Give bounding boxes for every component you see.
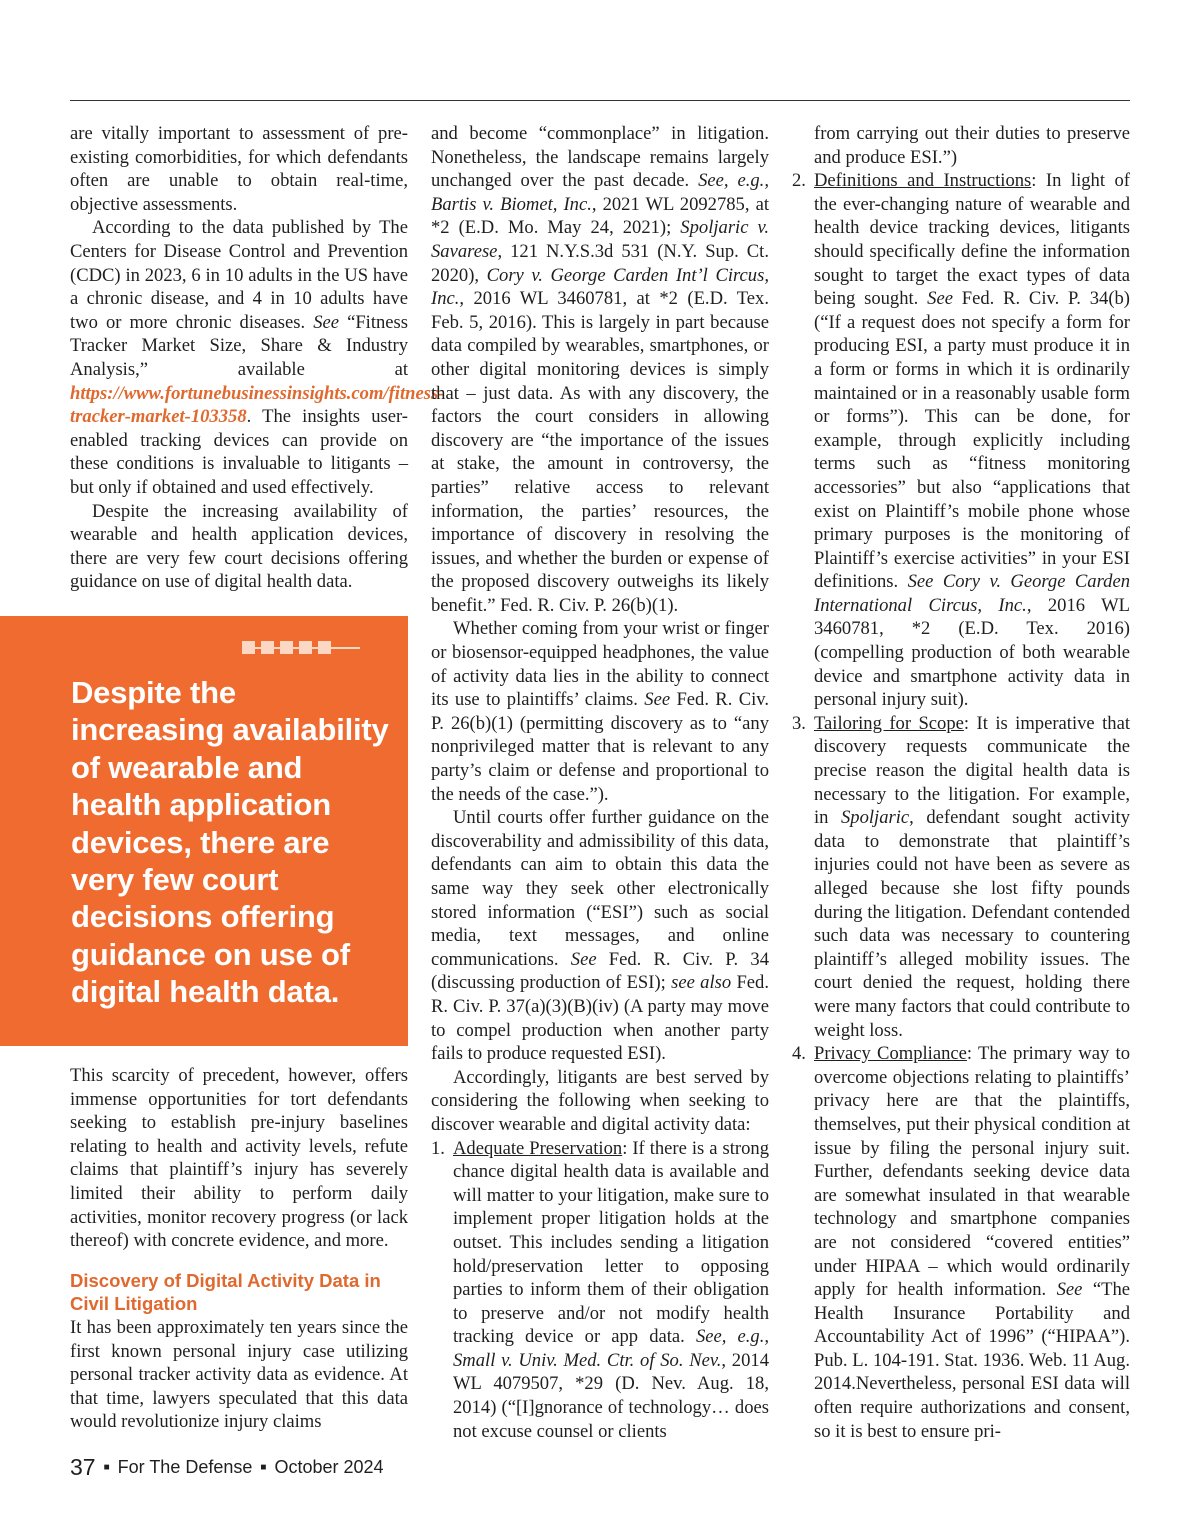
list-item: 2. Definitions and Instructions: In light of the ever-changing nature of wearable and health device tracking devices, litigants should specifically define the information sought to target the exact types of data being sought. See Fed. R. Civ. P. 34(b) (“If a request does not specify a form for producing ESI, a party must produce it in a form or forms in which it is ordinarily maintained or in a reasonably usable form or forms”). This can be done, for example, through explicitly including terms such as “fitness monitoring accessories” but also “applications that exist on Plaintiff’s mobile phone whose primary purposes is the monitoring of Plaintiff’s exercise activities” in your ESI definitions. See Cory v. George Carden International Circus, Inc., 2016 WL 3460781, *2 (E.D. Tex. 2016) (compelling production of both wearable device and smartphone activity data in personal injury suit). — [792, 170, 1130, 711]
section-heading: Discovery of Digital Activity Data in Civil Litigation — [70, 1269, 381, 1315]
list-item: 3. Tailoring for Scope: It is imperative that discovery requests communicate the precise reason the digital health data is necessary to the litigation. For example, in Spoljaric, defendant sought activity data to demonstrate that plaintiff’s injuries could not have been as severe as alleged because she lost fifty pounds during the litigation. Defendant contended such data was necessary to countering plaintiff’s alleged mobility issues. The court denied the request, holding there were many factors that could contribute to weight loss. — [792, 712, 1130, 1041]
header-rule — [70, 100, 1130, 101]
paragraph: and become “commonplace” in litigation. Nonetheless, the landscape remains largely unchanged over the past decade. See, e.g., Bartis v. Biomet, Inc., 2021 WL 2092785, at *2 (E.D. Mo. May 24, 2021); Spoljaric v. Savarese, 121 N.Y.S.3d 531 (N.Y. Sup. Ct. 2020), Cory v. George Carden Int’l Circus, Inc., 2016 WL 3460781, at *2 (E.D. Tex. Feb. 5, 2016). This is largely in part because data compiled by wearables, smartphones, or other digital monitoring devices is simply that – just data. As with any discovery, the factors the court considers in allowing discovery are “the importance of the issues at stake, the amount in controversy, the parties” relative access to relevant information, the parties’ resources, the importance of discovery in resolving the issues, and whether the burden or expense of the proposed discovery outweighs its likely benefit.” Fed. R. Civ. P. 26(b)(1). — [431, 123, 770, 616]
fortune-insights-link[interactable]: https://www.fortunebusinessinsights.com/fitness-tracker-market-103358 — [70, 382, 445, 428]
list-item: 1. Adequate Preservation: If there is a strong chance digital health data is available and will matter to your litigation, make sure to implement proper litigation holds at the outset. This includes sending a litigation hold/preservation letter to opposing parties to inform them of their obligation to preserve and/or not modify health tracking device or app data. See, e.g., Small v. Univ. Med. Ctr. of So. Nev., 2014 WL 4079507, *29 (D. Nev. Aug. 18, 2014) (“[I]gnorance of technology… does not excuse counsel or clients — [431, 1137, 769, 1442]
paragraph: are vitally important to assessment of pre-existing comorbidities, for which defendants often are unable to obtain real-time, objective assessments. — [70, 123, 408, 215]
pull-quote-text: Despite the increasing availability of wearable and health application devices, there are very few court decisions offering guidance on use of digital health data. — [71, 675, 389, 1010]
page-footer — [70, 1454, 384, 1481]
list-item-continued: from carrying out their duties to preserve and produce ESI.”) — [814, 123, 1130, 168]
considerations-list — [431, 1137, 769, 1444]
column-1-bottom — [70, 1064, 408, 1434]
column-3 — [792, 122, 1130, 1443]
list-item: 4. Privacy Compliance: The primary way to overcome objections relating to plaintiffs’ privacy here are that the plaintiffs, themselves, put their physical condition at issue by filing the personal injury suit. Further, defendants seeking device data are somewhat insulated in that wearable technology and smartphone companies are not considered “covered entities” under HIPAA – which would ordinarily apply for health information. See “The Health Insurance Portability and Accountability Act of 1996” (“HIPAA”). Pub. L. 104-191. Stat. 1936. Web. 11 Aug. 2014.Nevertheless, personal ESI data will often require authorizations and consent, so it is best to ensure pri- — [792, 1043, 1130, 1442]
paragraph: It has been approximately ten years since the first known personal injury case utilizing personal tracker activity data as evidence. At that time, lawyers speculated that this data would revolutionize injury claims — [70, 1316, 408, 1433]
separator-icon: ■ — [260, 1462, 267, 1473]
pull-quote-box — [0, 616, 408, 1046]
decorative-dots-icon — [242, 641, 331, 654]
considerations-list-cont — [792, 122, 1130, 1443]
paragraph: Until courts offer further guidance on the discoverability and admissibility of this data, defendants can aim to obtain this data the same way they seek other electronically stored information (“ESI”) such as social media, text messages, and online communications. See Fed. R. Civ. P. 34 (discussing production of ESI); see also Fed. R. Civ. P. 37(a)(3)(B)(iv) (A party may move to compel production when another party fails to produce requested ESI). — [431, 807, 769, 1065]
publication-name: For The Defense — [117, 1457, 253, 1477]
column-2 — [431, 122, 769, 1443]
paragraph: Despite the increasing availability of wearable and health application devices, there are very few court decisions offering guidance on use of digital health data. — [70, 500, 408, 593]
paragraph: Whether coming from your wrist or finger or biosensor-equipped headphones, the value of activity data lies in the ability to connect its use to plaintiffs’ claims. See Fed. R. Civ. P. 26(b)(1) (permitting discovery as to “any nonprivileged matter that is relevant to any party’s claim or defense and proportional to the needs of the case.”). — [431, 618, 769, 805]
issue-date: October 2024 — [274, 1457, 384, 1477]
paragraph-cdc: According to the data published by The Centers for Disease Control and Prevention (CDC) in 2023, 6 in 10 adults in the US have a chronic disease, and 4 in 10 adults have two or more chronic diseases. See “Fitness Tracker Market Size, Share & Industry Analysis,” available at https://www.fortunebusinessinsights.com/fitness-tracker-market-103358. The insights user-enabled tracking devices can provide on these conditions is invaluable to litigants – but only if obtained and used effectively. — [70, 217, 445, 498]
page-number: 37 — [70, 1454, 96, 1480]
separator-icon: ■ — [103, 1462, 110, 1473]
paragraph: Accordingly, litigants are best served by considering the following when seeking to discover wearable and digital activity data: — [431, 1066, 769, 1135]
column-1-top — [70, 122, 445, 594]
paragraph: This scarcity of precedent, however, offers immense opportunities for tort defendants seeking to establish pre-injury baselines relating to health and activity levels, refute claims that plaintiff’s injury has severely limited their ability to perform daily activities, monitor recovery progress (or lack thereof) with concrete evidence, and more. — [70, 1065, 408, 1252]
